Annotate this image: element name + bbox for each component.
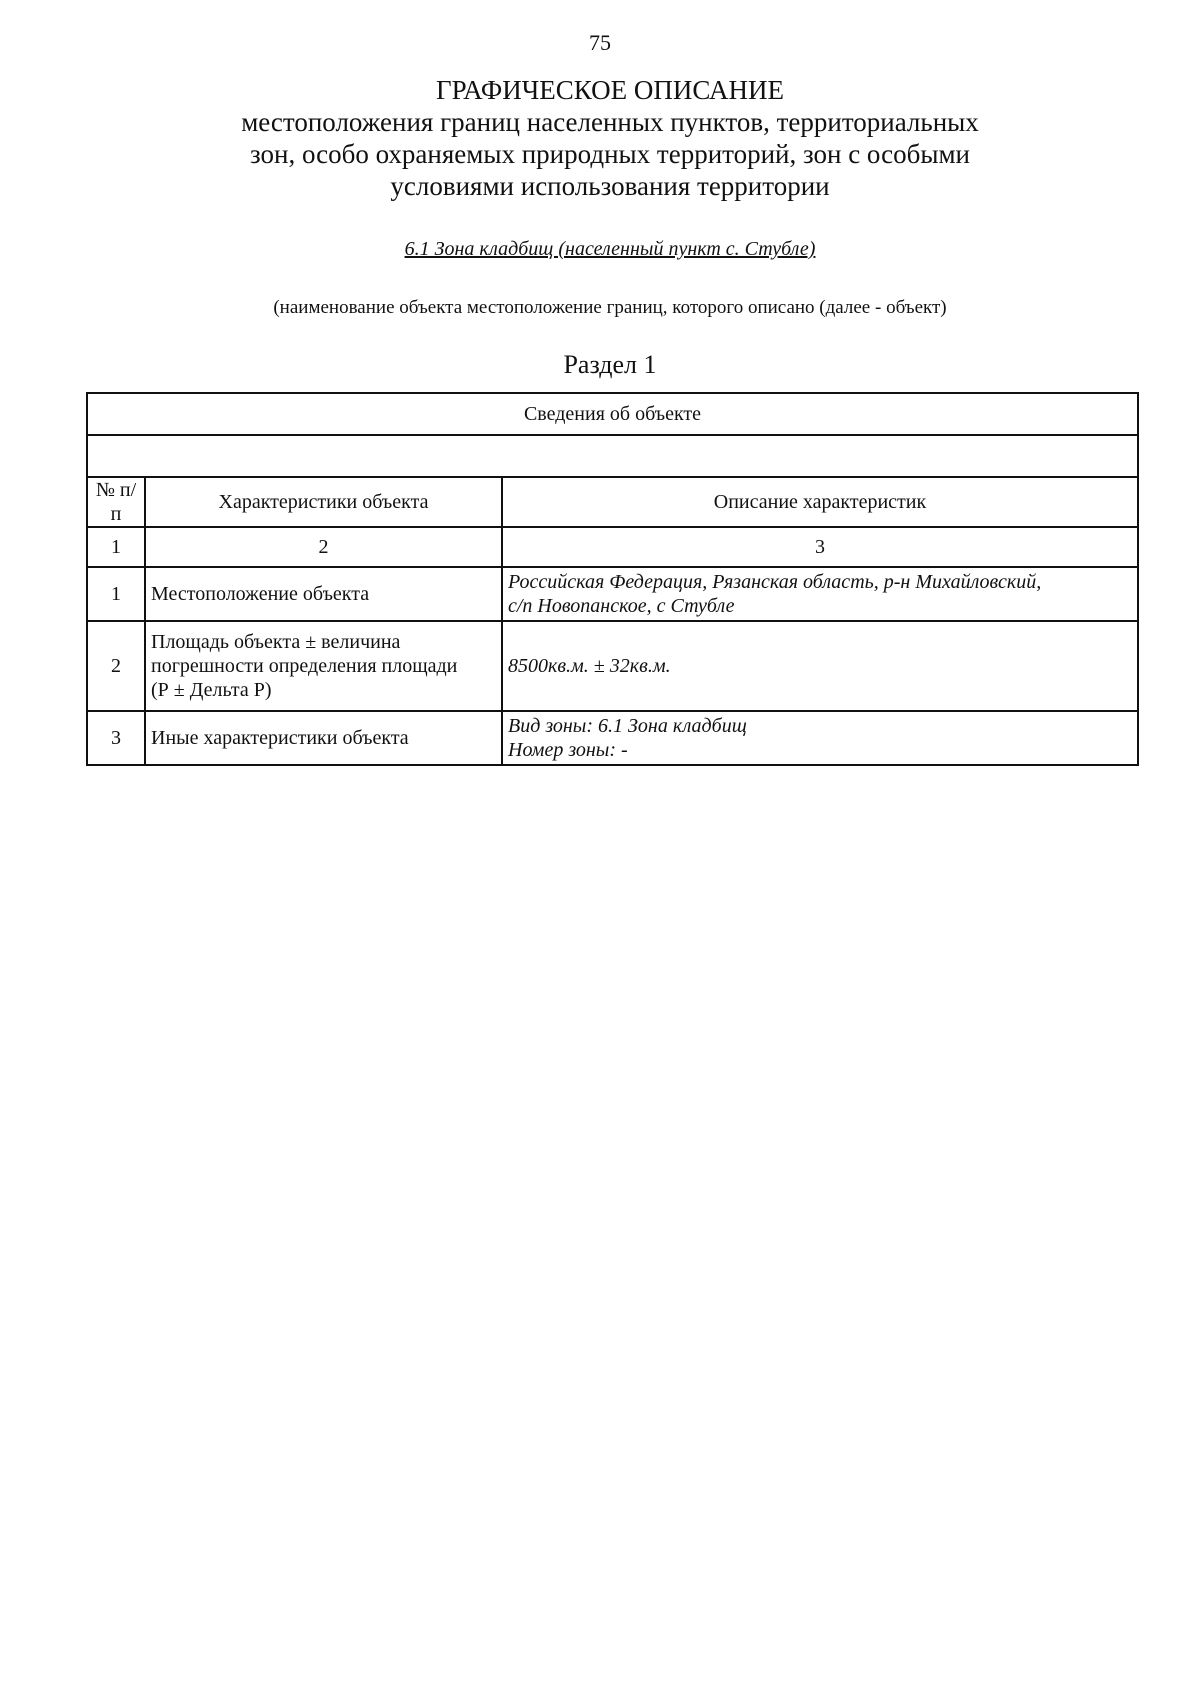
row-characteristic: Иные характеристики объекта xyxy=(145,711,502,765)
row-description-line: Вид зоны: 6.1 Зона кладбищ xyxy=(508,715,747,737)
document-subtitle-line: зон, особо охраняемых природных территорий, зон с особыми xyxy=(249,139,971,169)
row-description-line: с/п Новопанское, с Стубле xyxy=(508,595,735,617)
row-characteristic-line: Площадь объекта ± величина xyxy=(151,631,401,653)
table-column-header-row xyxy=(87,477,1138,527)
table-header: Сведения об объекте xyxy=(87,393,1138,435)
row-description xyxy=(502,567,1138,621)
row-characteristic: Местоположение объекта xyxy=(145,567,502,621)
column-index: 1 xyxy=(87,527,145,567)
title-block xyxy=(160,74,1060,202)
row-characteristic xyxy=(145,621,502,711)
row-description-line: Номер зоны: - xyxy=(508,739,628,761)
row-characteristic-line: (Р ± Дельта Р) xyxy=(151,679,272,701)
row-number: 1 xyxy=(87,567,145,621)
section-title: Раздел 1 xyxy=(563,350,657,379)
column-header-description: Описание характеристик xyxy=(502,477,1138,527)
page-number: 75 xyxy=(589,30,611,55)
document-subtitle-line: условиями использования территории xyxy=(390,171,830,201)
object-name: 6.1 Зона кладбищ (населенный пункт с. Стубле) xyxy=(404,238,816,260)
document-subtitle-line: местоположения границ населенных пунктов, территориальных xyxy=(241,107,979,137)
row-number: 3 xyxy=(87,711,145,765)
row-description xyxy=(502,711,1138,765)
object-caption: (наименование объекта местоположение границ, которого описано (далее - объект) xyxy=(273,297,947,318)
object-info-table xyxy=(86,392,1139,766)
row-description: 8500кв.м. ± 32кв.м. xyxy=(502,621,1138,711)
row-description-line: Российская Федерация, Рязанская область, р-н Михайловский, xyxy=(508,571,1042,593)
column-header-characteristic: Характеристики объекта xyxy=(145,477,502,527)
document-title: ГРАФИЧЕСКОЕ ОПИСАНИЕ xyxy=(435,75,785,105)
column-header-num: № п/п xyxy=(87,477,145,527)
table-empty-row xyxy=(87,435,1138,477)
row-number: 2 xyxy=(87,621,145,711)
column-index: 3 xyxy=(502,527,1138,567)
table-row xyxy=(87,621,1138,711)
row-characteristic-line: погрешности определения площади xyxy=(151,655,458,677)
table-row xyxy=(87,567,1138,621)
table-header-row xyxy=(87,393,1138,435)
table-column-index-row xyxy=(87,527,1138,567)
column-index: 2 xyxy=(145,527,502,567)
table-empty-cell xyxy=(87,435,1138,477)
table-row xyxy=(87,711,1138,765)
